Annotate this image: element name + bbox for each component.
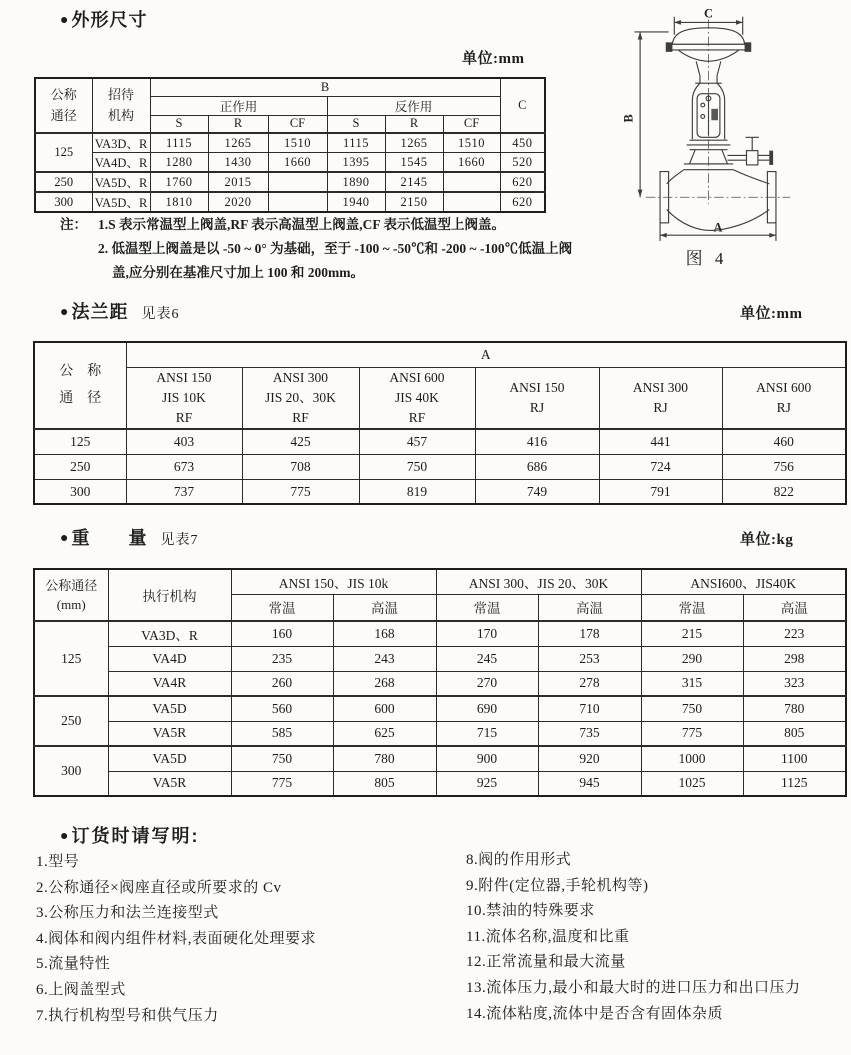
value-cell: 710 <box>538 696 641 721</box>
value-cell: 160 <box>231 621 333 646</box>
valve-figure <box>604 6 846 269</box>
value-cell: 708 <box>242 454 359 479</box>
value-cell: 268 <box>333 671 436 696</box>
dn-cell: 250 <box>34 454 126 479</box>
dn-cell: 300 <box>35 192 92 212</box>
value-cell: 750 <box>359 454 475 479</box>
section-title-weight <box>60 524 198 550</box>
value-cell: 270 <box>436 671 538 696</box>
header-actuator: 执行机构 <box>108 569 231 621</box>
dimensions-table <box>34 77 546 213</box>
value-cell: 1025 <box>641 771 743 796</box>
header-s: S <box>327 115 385 133</box>
dn-cell: 300 <box>34 479 126 504</box>
value-cell: 900 <box>436 746 538 771</box>
model-cell: VA5D <box>108 696 231 721</box>
dim-label-b: B <box>621 114 636 123</box>
table-row <box>35 153 545 173</box>
table-row <box>34 746 846 771</box>
note-line-2a: 2. 低温型上阀盖是以 -50 ~ 0° 为基础，至于 -100 ~ -50℃和 -200 ~ -100℃低温上阀 <box>98 241 573 256</box>
header-reverse: 反作用 <box>327 96 500 115</box>
header-ansi300-rf: ANSI 300 JIS 20、30K RF <box>242 367 359 429</box>
value-cell: 1940 <box>327 192 385 212</box>
header-ansi300-rj: ANSI 300 RJ <box>599 367 722 429</box>
value-cell: 780 <box>333 746 436 771</box>
header-dn: 公称 通径 <box>35 78 92 133</box>
model-cell: VA4D、R <box>92 153 150 173</box>
value-cell: 178 <box>538 621 641 646</box>
dn-cell: 125 <box>34 621 108 696</box>
order-item: 11.流体名称,温度和比重 <box>466 928 630 945</box>
order-item: 13.流体压力,最小和最大时的进口压力和出口压力 <box>466 979 801 996</box>
section-title-text: 外形尺寸 <box>71 10 148 30</box>
value-cell: 450 <box>500 133 545 153</box>
table-row <box>34 696 846 721</box>
table-row <box>35 192 545 212</box>
value-cell: 520 <box>500 153 545 173</box>
table-ref: 见表6 <box>141 307 180 322</box>
value-cell: 1810 <box>150 192 208 212</box>
value-cell: 1000 <box>641 746 743 771</box>
model-cell: VA5R <box>108 771 231 796</box>
value-cell: 298 <box>743 646 846 671</box>
value-cell: 1115 <box>327 133 385 153</box>
value-cell: 1660 <box>443 153 500 173</box>
header-normal-temp: 常温 <box>231 594 333 621</box>
value-cell: 323 <box>743 671 846 696</box>
flange-distance-table <box>33 341 847 505</box>
valve-diagram <box>604 6 832 244</box>
note-line-1: 1.S 表示常温型上阀盖,RF 表示高温型上阀盖,CF 表示低温型上阀盖。 <box>98 217 505 232</box>
section-title-ordering <box>60 822 199 848</box>
order-item: 10.禁油的特殊要求 <box>466 903 595 920</box>
model-cell: VA3D、R <box>92 133 150 153</box>
value-cell: 2020 <box>208 192 268 212</box>
value-cell: 686 <box>475 454 599 479</box>
header-high-temp: 高温 <box>333 594 436 621</box>
table-row <box>34 479 846 504</box>
order-item: 7.执行机构型号和供气压力 <box>36 1007 219 1024</box>
value-cell: 819 <box>359 479 475 504</box>
value-cell: 805 <box>333 771 436 796</box>
model-cell: VA3D、R <box>108 621 231 646</box>
section-title-text: 法兰距 <box>71 302 129 322</box>
value-cell: 1115 <box>150 133 208 153</box>
header-ansi150-rj: ANSI 150 RJ <box>475 367 599 429</box>
value-cell: 805 <box>743 721 846 746</box>
value-cell: 920 <box>538 746 641 771</box>
bullet-icon: ● <box>60 827 69 843</box>
value-cell: 715 <box>436 721 538 746</box>
value-cell: 1510 <box>268 133 327 153</box>
value-cell: 775 <box>641 721 743 746</box>
model-cell: VA5D、R <box>92 192 150 212</box>
value-cell: 2015 <box>208 172 268 192</box>
unit-label-mm: 单位:mm <box>740 306 803 322</box>
header-forward: 正作用 <box>150 96 327 115</box>
dn-cell: 125 <box>34 429 126 454</box>
value-cell: 775 <box>231 771 333 796</box>
header-group-ansi600: ANSI600、JIS40K <box>641 569 846 594</box>
header-s: S <box>150 115 208 133</box>
header-high-temp: 高温 <box>538 594 641 621</box>
value-cell: 737 <box>126 479 242 504</box>
header-a: A <box>126 342 846 367</box>
value-cell: 620 <box>500 192 545 212</box>
order-list-left <box>36 850 466 1029</box>
header-cf: CF <box>268 115 327 133</box>
value-cell: 1430 <box>208 153 268 173</box>
value-cell: 170 <box>436 621 538 646</box>
value-cell: 690 <box>436 696 538 721</box>
table-row <box>35 172 545 192</box>
header-ansi150-rf: ANSI 150 JIS 10K RF <box>126 367 242 429</box>
header-ansi600-rj: ANSI 600 RJ <box>722 367 846 429</box>
table-ref: 见表7 <box>160 533 199 548</box>
value-cell: 791 <box>599 479 722 504</box>
header-high-temp: 高温 <box>743 594 846 621</box>
value-cell: 625 <box>333 721 436 746</box>
value-cell: 290 <box>641 646 743 671</box>
notes <box>60 213 600 285</box>
section-title-text: 重 量 <box>71 528 148 548</box>
section-title-dimensions <box>60 6 147 32</box>
value-cell: 243 <box>333 646 436 671</box>
order-item: 6.上阀盖型式 <box>36 981 126 998</box>
header-b: B <box>150 78 500 96</box>
value-cell: 620 <box>500 172 545 192</box>
header-normal-temp: 常温 <box>641 594 743 621</box>
header-group-ansi300: ANSI 300、JIS 20、30K <box>436 569 641 594</box>
value-cell <box>443 192 500 212</box>
value-cell: 735 <box>538 721 641 746</box>
value-cell: 749 <box>475 479 599 504</box>
value-cell: 253 <box>538 646 641 671</box>
value-cell: 235 <box>231 646 333 671</box>
value-cell <box>268 192 327 212</box>
value-cell: 278 <box>538 671 641 696</box>
value-cell: 245 <box>436 646 538 671</box>
value-cell: 2145 <box>385 172 443 192</box>
header-r: R <box>208 115 268 133</box>
dn-cell: 300 <box>34 746 108 796</box>
value-cell: 822 <box>722 479 846 504</box>
header-ansi600-rf: ANSI 600 JIS 40K RF <box>359 367 475 429</box>
value-cell: 315 <box>641 671 743 696</box>
value-cell: 260 <box>231 671 333 696</box>
bullet-icon: ● <box>60 11 69 27</box>
value-cell: 724 <box>599 454 722 479</box>
dn-cell: 250 <box>35 172 92 192</box>
value-cell: 750 <box>231 746 333 771</box>
value-cell: 1125 <box>743 771 846 796</box>
table-row <box>34 771 846 796</box>
value-cell: 1265 <box>385 133 443 153</box>
order-item: 1.型号 <box>36 854 80 870</box>
value-cell: 1890 <box>327 172 385 192</box>
header-normal-temp: 常温 <box>436 594 538 621</box>
value-cell: 1280 <box>150 153 208 173</box>
order-item: 4.阀体和阀内组件材料,表面硬化处理要求 <box>36 930 317 947</box>
order-item: 14.流体粘度,流体中是否含有固体杂质 <box>466 1005 724 1022</box>
dim-label-a: A <box>713 220 723 235</box>
bullet-icon: ● <box>60 303 69 319</box>
value-cell <box>268 172 327 192</box>
dn-cell: 250 <box>34 696 108 746</box>
unit-label-mm: 单位:mm <box>462 51 525 67</box>
value-cell: 416 <box>475 429 599 454</box>
header-cf: CF <box>443 115 500 133</box>
value-cell: 750 <box>641 696 743 721</box>
bullet-icon: ● <box>60 529 69 545</box>
value-cell: 775 <box>242 479 359 504</box>
header-dn: 公称通径 (mm) <box>34 569 108 621</box>
value-cell: 403 <box>126 429 242 454</box>
order-list-right <box>466 848 851 1027</box>
order-item: 8.阀的作用形式 <box>466 852 572 868</box>
order-item: 3.公称压力和法兰连接型式 <box>36 905 219 922</box>
dim-label-c: C <box>704 6 713 21</box>
value-cell: 600 <box>333 696 436 721</box>
value-cell: 1760 <box>150 172 208 192</box>
model-cell: VA4R <box>108 671 231 696</box>
unit-label-kg: 单位:kg <box>740 532 794 548</box>
value-cell: 1510 <box>443 133 500 153</box>
order-item: 5.流量特性 <box>36 956 111 973</box>
value-cell: 223 <box>743 621 846 646</box>
value-cell: 1545 <box>385 153 443 173</box>
figure-caption: 图 4 <box>685 249 728 268</box>
value-cell: 215 <box>641 621 743 646</box>
header-group-ansi150: ANSI 150、JIS 10k <box>231 569 436 594</box>
value-cell: 460 <box>722 429 846 454</box>
value-cell: 168 <box>333 621 436 646</box>
table-row <box>34 621 846 646</box>
value-cell: 1265 <box>208 133 268 153</box>
value-cell: 457 <box>359 429 475 454</box>
value-cell: 1100 <box>743 746 846 771</box>
value-cell: 756 <box>722 454 846 479</box>
table-row <box>34 646 846 671</box>
model-cell: VA4D <box>108 646 231 671</box>
table-row <box>34 671 846 696</box>
value-cell: 1660 <box>268 153 327 173</box>
value-cell: 1395 <box>327 153 385 173</box>
weight-table <box>33 568 847 797</box>
section-title-flange <box>60 298 179 324</box>
header-r: R <box>385 115 443 133</box>
value-cell <box>443 172 500 192</box>
value-cell: 2150 <box>385 192 443 212</box>
header-actuator: 招待 机构 <box>92 78 150 133</box>
note-line-2b: 盖,应分别在基准尺寸加上 100 和 200mm。 <box>112 265 364 280</box>
value-cell: 780 <box>743 696 846 721</box>
value-cell: 945 <box>538 771 641 796</box>
model-cell: VA5R <box>108 721 231 746</box>
order-item: 12.正常流量和最大流量 <box>466 954 626 971</box>
notes-label: 注： <box>60 217 87 232</box>
value-cell: 425 <box>242 429 359 454</box>
dn-cell: 125 <box>35 133 92 172</box>
model-cell: VA5D、R <box>92 172 150 192</box>
header-c: C <box>500 78 545 133</box>
model-cell: VA5D <box>108 746 231 771</box>
value-cell: 441 <box>599 429 722 454</box>
order-item: 2.公称通径×阀座直径或所要求的 Cv <box>36 879 282 896</box>
table-row <box>34 454 846 479</box>
value-cell: 585 <box>231 721 333 746</box>
value-cell: 560 <box>231 696 333 721</box>
value-cell: 925 <box>436 771 538 796</box>
header-dn: 公 称 通 径 <box>34 342 126 429</box>
order-item: 9.附件(定位器,手轮机构等) <box>466 877 649 894</box>
table-row <box>34 429 846 454</box>
value-cell: 673 <box>126 454 242 479</box>
table-row <box>34 721 846 746</box>
table-row <box>35 133 545 153</box>
section-title-text: 订货时请写明: <box>71 826 200 846</box>
